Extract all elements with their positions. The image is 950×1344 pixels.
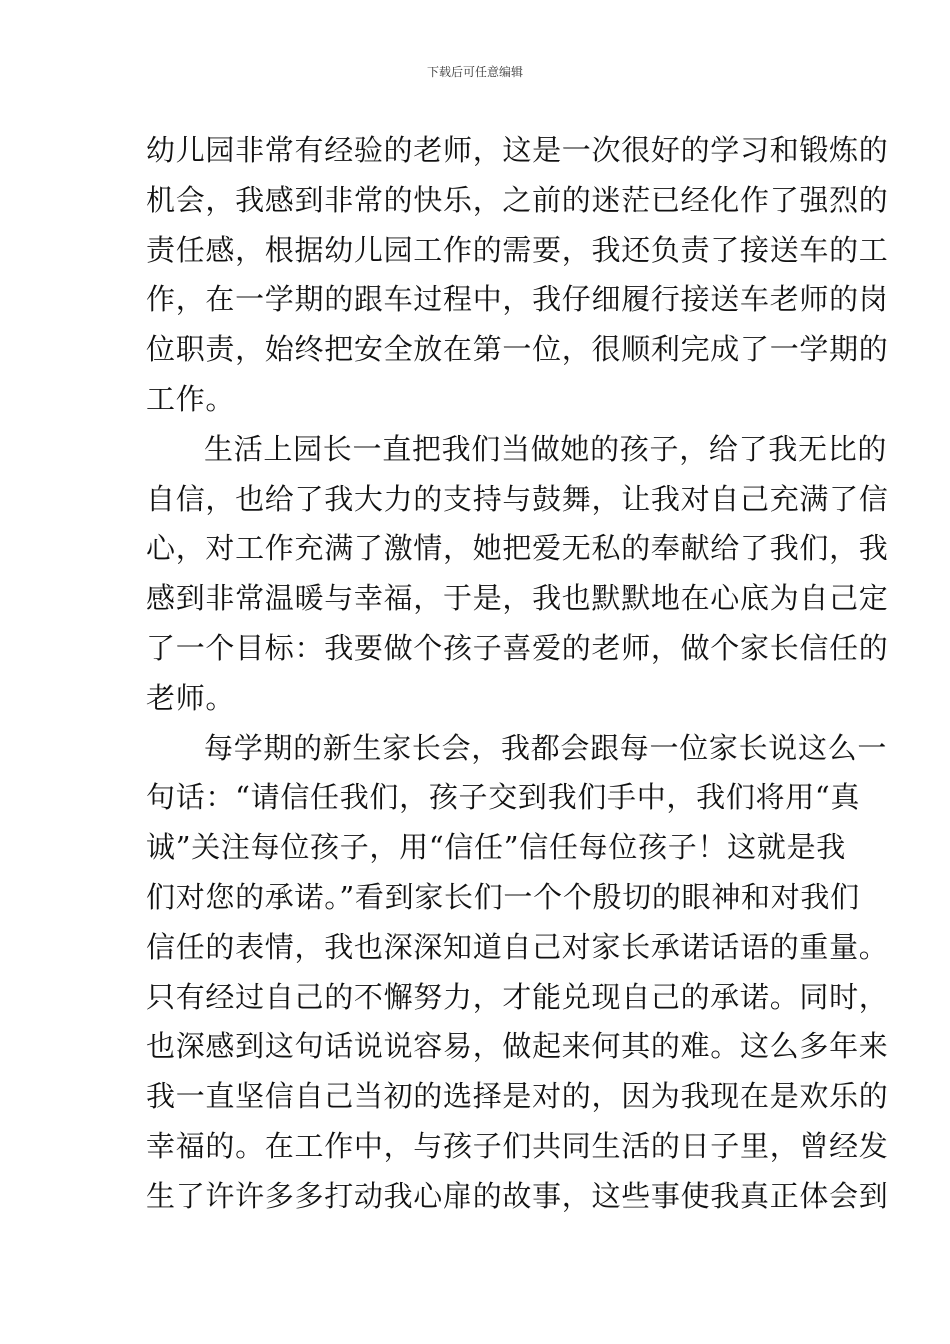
- text-line: 幼儿园非常有经验的老师，这是一次很好的学习和锻炼的: [146, 133, 889, 167]
- text-line: 工作。: [146, 381, 236, 416]
- text-line: 老师。: [146, 680, 236, 715]
- text-line: 了一个目标：我要做个孩子喜爱的老师，做个家长信任的: [146, 630, 889, 665]
- text-line: 只有经过自己的不懈努力，才能兑现自己的承诺。同时，: [146, 979, 889, 1014]
- text-line: 感到非常温暖与幸福，于是，我也默默地在心底为自己定: [146, 581, 889, 616]
- text-line: 们对您的承诺。”看到家长们一个个殷切的眼神和对我们: [146, 879, 860, 914]
- text-line: 信任的表情，我也深深知道自己对家长承诺话语的重量。: [146, 929, 889, 964]
- text-line: 句话：“请信任我们，孩子交到我们手中，我们将用“真: [146, 780, 861, 815]
- text-line: 作，在一学期的跟车过程中，我仔细履行接送车老师的岗: [146, 282, 889, 317]
- page-header-note: 下载后可任意编辑: [426, 65, 523, 79]
- text-line: 幸福的。在工作中，与孩子们共同生活的日子里，曾经发: [146, 1128, 889, 1163]
- paragraph-first-line: 生活上园长一直把我们当做她的孩子，给了我无比的: [204, 431, 888, 466]
- text-line: 我一直坚信自己当初的选择是对的，因为我现在是欢乐的: [146, 1079, 889, 1114]
- text-line: 位职责，始终把安全放在第一位，很顺利完成了一学期的: [146, 332, 889, 367]
- text-line: 诚”关注每位孩子，用“信任”信任每位孩子！这就是我: [146, 830, 846, 865]
- text-line: 生了许许多多打动我心扉的故事，这些事使我真正体会到: [146, 1178, 889, 1213]
- text-line: 也深感到这句话说说容易，做起来何其的难。这么多年来: [146, 1029, 889, 1064]
- text-line: 责任感，根据幼儿园工作的需要，我还负责了接送车的工: [146, 232, 889, 267]
- paragraph-first-line: 每学期的新生家长会，我都会跟每一位家长说这么一: [204, 730, 888, 765]
- document-body: [146, 126, 889, 1222]
- text-line: 自信，也给了我大力的支持与鼓舞，让我对自己充满了信: [146, 481, 889, 516]
- text-line: 机会，我感到非常的快乐，之前的迷茫已经化作了强烈的: [146, 182, 889, 217]
- text-line: 心，对工作充满了激情，她把爱无私的奉献给了我们，我: [146, 531, 889, 566]
